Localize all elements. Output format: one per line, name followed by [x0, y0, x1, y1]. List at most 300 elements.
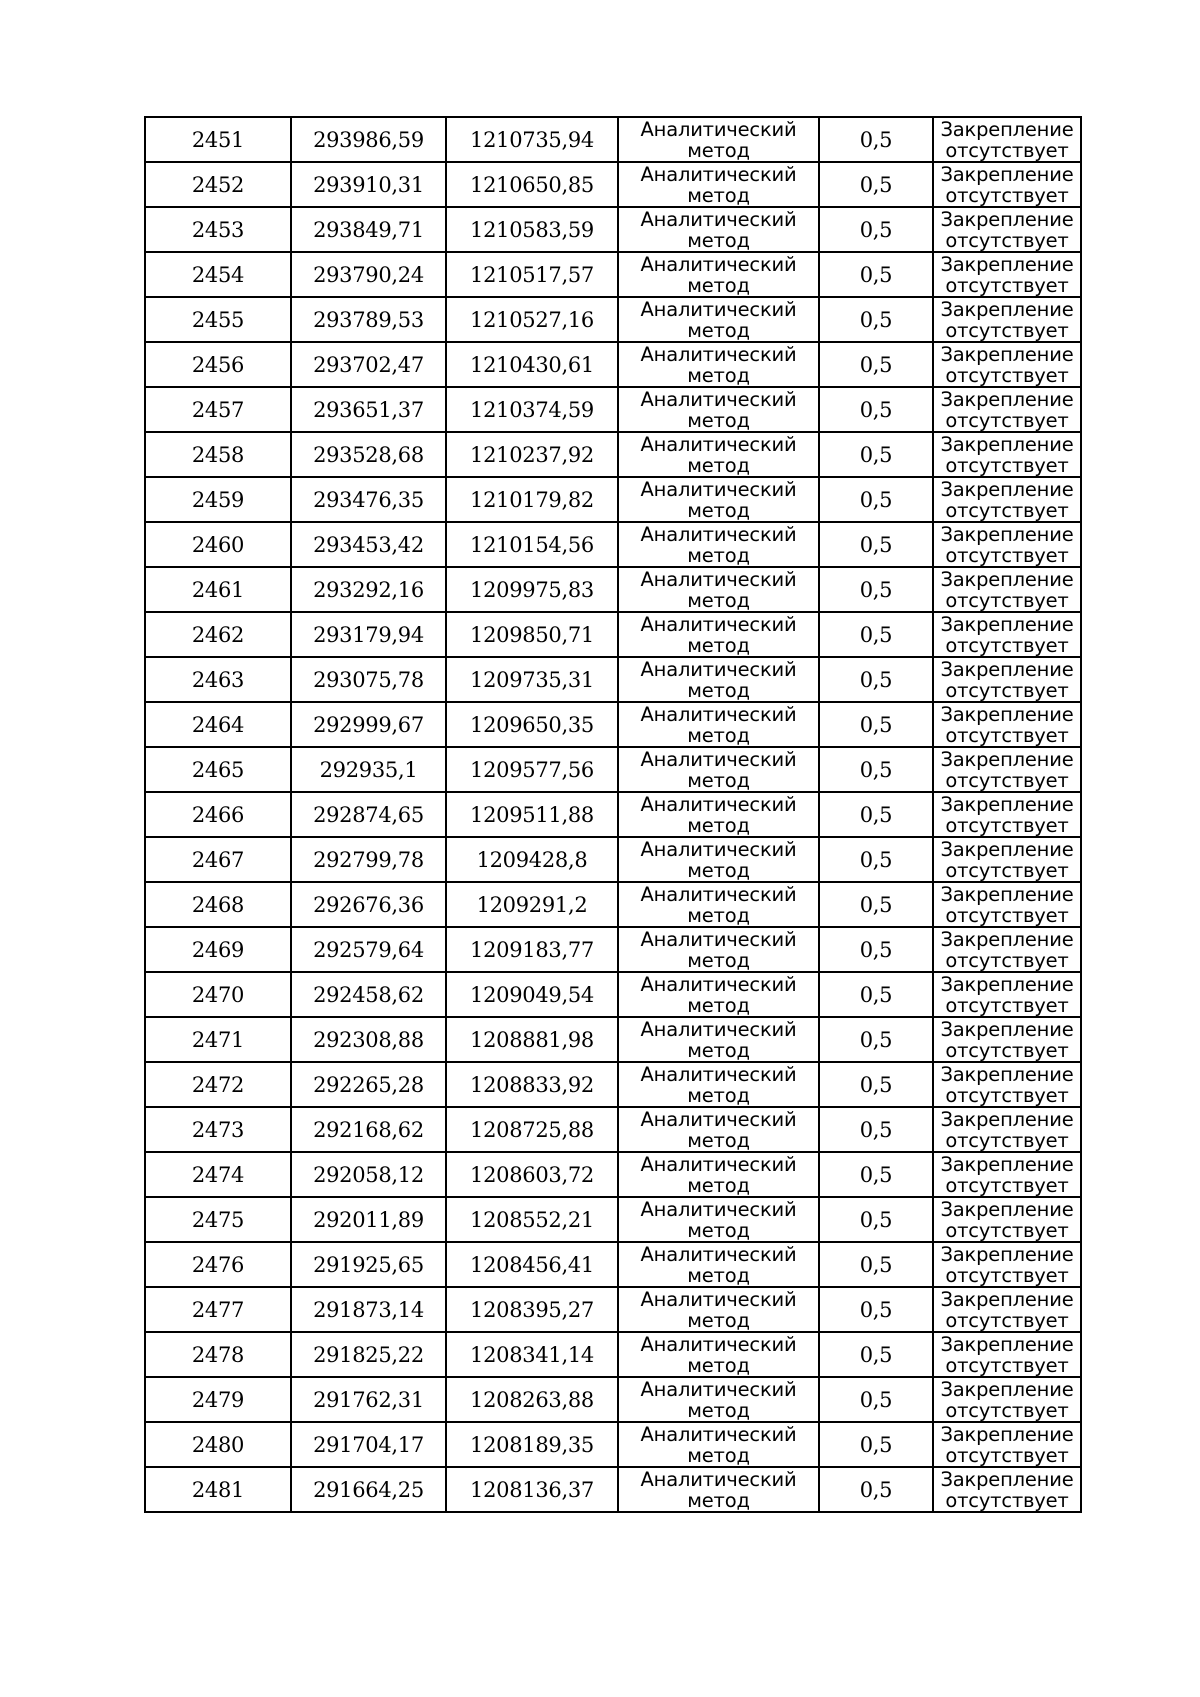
x-coordinate-cell: 292935,1 — [291, 747, 446, 792]
fixing-cell-line: Закрепление — [940, 882, 1074, 906]
point-number-cell: 2478 — [145, 1332, 291, 1377]
error-cell: 0,5 — [819, 1242, 933, 1287]
method-cell-line: Аналитический — [640, 1152, 797, 1176]
method-cell — [618, 1332, 819, 1377]
method-cell-line: метод — [687, 948, 750, 972]
method-cell-line: метод — [687, 588, 750, 612]
method-cell-line: метод — [687, 678, 750, 702]
fixing-cell-line: Закрепление — [940, 252, 1074, 276]
fixing-cell — [933, 387, 1081, 432]
method-cell — [618, 207, 819, 252]
error-cell: 0,5 — [819, 567, 933, 612]
table-row — [145, 522, 1081, 567]
y-coordinate-cell: 1209511,88 — [446, 792, 618, 837]
fixing-cell — [933, 972, 1081, 1017]
method-cell — [618, 792, 819, 837]
y-coordinate-cell: 1208341,14 — [446, 1332, 618, 1377]
y-coordinate-cell: 1209049,54 — [446, 972, 618, 1017]
error-cell: 0,5 — [819, 162, 933, 207]
point-number-cell: 2461 — [145, 567, 291, 612]
y-coordinate-cell: 1209850,71 — [446, 612, 618, 657]
method-cell — [618, 1017, 819, 1062]
method-cell-line: Аналитический — [640, 432, 797, 456]
fixing-cell — [933, 117, 1081, 162]
fixing-cell — [933, 747, 1081, 792]
fixing-cell-line: Закрепление — [940, 162, 1074, 186]
fixing-cell — [933, 1467, 1081, 1512]
error-cell: 0,5 — [819, 792, 933, 837]
point-number-cell: 2463 — [145, 657, 291, 702]
method-cell-line: метод — [687, 498, 750, 522]
x-coordinate-cell: 293849,71 — [291, 207, 446, 252]
fixing-cell-line: отсутствует — [945, 768, 1069, 792]
fixing-cell-line: Закрепление — [940, 1062, 1074, 1086]
x-coordinate-cell: 291925,65 — [291, 1242, 446, 1287]
error-cell: 0,5 — [819, 1152, 933, 1197]
fixing-cell-line: отсутствует — [945, 408, 1069, 432]
error-cell: 0,5 — [819, 342, 933, 387]
fixing-cell-line: отсутствует — [945, 723, 1069, 747]
method-cell-line: Аналитический — [640, 1062, 797, 1086]
fixing-cell-line: отсутствует — [945, 543, 1069, 567]
method-cell — [618, 432, 819, 477]
method-cell-line: Аналитический — [640, 927, 797, 951]
error-cell: 0,5 — [819, 432, 933, 477]
method-cell-line: метод — [687, 273, 750, 297]
fixing-cell — [933, 477, 1081, 522]
error-cell: 0,5 — [819, 1467, 933, 1512]
table-row — [145, 1422, 1081, 1467]
method-cell — [618, 567, 819, 612]
fixing-cell-line: Закрепление — [940, 1107, 1074, 1131]
point-number-cell: 2472 — [145, 1062, 291, 1107]
point-number-cell: 2474 — [145, 1152, 291, 1197]
fixing-cell-line: Закрепление — [940, 567, 1074, 591]
point-number-cell: 2467 — [145, 837, 291, 882]
method-cell — [618, 882, 819, 927]
method-cell-line: Аналитический — [640, 252, 797, 276]
point-number-cell: 2473 — [145, 1107, 291, 1152]
method-cell — [618, 1422, 819, 1467]
fixing-cell — [933, 1107, 1081, 1152]
fixing-cell — [933, 792, 1081, 837]
y-coordinate-cell: 1208263,88 — [446, 1377, 618, 1422]
fixing-cell — [933, 207, 1081, 252]
table-row — [145, 1377, 1081, 1422]
fixing-cell-line: Закрепление — [940, 1467, 1074, 1491]
method-cell-line: Аналитический — [640, 882, 797, 906]
fixing-cell-line: отсутствует — [945, 453, 1069, 477]
method-cell-line: метод — [687, 1443, 750, 1467]
fixing-cell-line: отсутствует — [945, 678, 1069, 702]
method-cell — [618, 522, 819, 567]
method-cell — [618, 342, 819, 387]
method-cell-line: метод — [687, 1038, 750, 1062]
x-coordinate-cell: 293651,37 — [291, 387, 446, 432]
method-cell-line: метод — [687, 633, 750, 657]
fixing-cell-line: Закрепление — [940, 612, 1074, 636]
fixing-cell — [933, 1422, 1081, 1467]
method-cell-line: метод — [687, 1128, 750, 1152]
point-number-cell: 2453 — [145, 207, 291, 252]
point-number-cell: 2462 — [145, 612, 291, 657]
method-cell-line: метод — [687, 543, 750, 567]
y-coordinate-cell: 1210179,82 — [446, 477, 618, 522]
y-coordinate-cell: 1209577,56 — [446, 747, 618, 792]
fixing-cell-line: отсутствует — [945, 948, 1069, 972]
fixing-cell-line: Закрепление — [940, 477, 1074, 501]
fixing-cell-line: Закрепление — [940, 1377, 1074, 1401]
method-cell-line: метод — [687, 363, 750, 387]
point-number-cell: 2451 — [145, 117, 291, 162]
method-cell-line: метод — [687, 1218, 750, 1242]
x-coordinate-cell: 291873,14 — [291, 1287, 446, 1332]
y-coordinate-cell: 1210735,94 — [446, 117, 618, 162]
point-number-cell: 2452 — [145, 162, 291, 207]
method-cell-line: Аналитический — [640, 1017, 797, 1041]
table-row — [145, 927, 1081, 972]
table-row — [145, 387, 1081, 432]
method-cell-line: метод — [687, 1263, 750, 1287]
method-cell-line: метод — [687, 408, 750, 432]
method-cell-line: метод — [687, 1353, 750, 1377]
method-cell-line: метод — [687, 1488, 750, 1512]
x-coordinate-cell: 292168,62 — [291, 1107, 446, 1152]
fixing-cell-line: отсутствует — [945, 1038, 1069, 1062]
fixing-cell-line: отсутствует — [945, 588, 1069, 612]
method-cell-line: метод — [687, 228, 750, 252]
fixing-cell-line: отсутствует — [945, 363, 1069, 387]
point-number-cell: 2468 — [145, 882, 291, 927]
fixing-cell-line: Закрепление — [940, 657, 1074, 681]
x-coordinate-cell: 292676,36 — [291, 882, 446, 927]
fixing-cell — [933, 1152, 1081, 1197]
method-cell-line: Аналитический — [640, 342, 797, 366]
error-cell: 0,5 — [819, 207, 933, 252]
fixing-cell — [933, 1242, 1081, 1287]
y-coordinate-cell: 1210154,56 — [446, 522, 618, 567]
fixing-cell — [933, 162, 1081, 207]
table-row — [145, 252, 1081, 297]
fixing-cell-line: Закрепление — [940, 1197, 1074, 1221]
y-coordinate-cell: 1208395,27 — [446, 1287, 618, 1332]
method-cell — [618, 252, 819, 297]
fixing-cell-line: Закрепление — [940, 1287, 1074, 1311]
method-cell — [618, 612, 819, 657]
table-row — [145, 1062, 1081, 1107]
method-cell-line: метод — [687, 1398, 750, 1422]
fixing-cell-line: Закрепление — [940, 387, 1074, 411]
y-coordinate-cell: 1209975,83 — [446, 567, 618, 612]
x-coordinate-cell: 291762,31 — [291, 1377, 446, 1422]
fixing-cell — [933, 342, 1081, 387]
x-coordinate-cell: 292874,65 — [291, 792, 446, 837]
fixing-cell-line: Закрепление — [940, 1422, 1074, 1446]
fixing-cell-line: отсутствует — [945, 1353, 1069, 1377]
point-number-cell: 2477 — [145, 1287, 291, 1332]
fixing-cell — [933, 1197, 1081, 1242]
fixing-cell-line: отсутствует — [945, 813, 1069, 837]
y-coordinate-cell: 1210583,59 — [446, 207, 618, 252]
x-coordinate-cell: 292999,67 — [291, 702, 446, 747]
fixing-cell — [933, 1062, 1081, 1107]
method-cell — [618, 387, 819, 432]
error-cell: 0,5 — [819, 387, 933, 432]
method-cell-line: Аналитический — [640, 612, 797, 636]
y-coordinate-cell: 1210527,16 — [446, 297, 618, 342]
method-cell-line: Аналитический — [640, 972, 797, 996]
y-coordinate-cell: 1209650,35 — [446, 702, 618, 747]
method-cell-line: Аналитический — [640, 567, 797, 591]
error-cell: 0,5 — [819, 1377, 933, 1422]
error-cell: 0,5 — [819, 1287, 933, 1332]
fixing-cell — [933, 1287, 1081, 1332]
method-cell-line: метод — [687, 1308, 750, 1332]
method-cell-line: метод — [687, 183, 750, 207]
error-cell: 0,5 — [819, 1197, 933, 1242]
method-cell-line: метод — [687, 453, 750, 477]
error-cell: 0,5 — [819, 297, 933, 342]
fixing-cell — [933, 432, 1081, 477]
y-coordinate-cell: 1208725,88 — [446, 1107, 618, 1152]
method-cell-line: Аналитический — [640, 1242, 797, 1266]
table-row — [145, 657, 1081, 702]
table-row — [145, 1107, 1081, 1152]
method-cell-line: Аналитический — [640, 387, 797, 411]
y-coordinate-cell: 1210430,61 — [446, 342, 618, 387]
x-coordinate-cell: 292058,12 — [291, 1152, 446, 1197]
method-cell-line: Аналитический — [640, 702, 797, 726]
table-row — [145, 162, 1081, 207]
point-number-cell: 2457 — [145, 387, 291, 432]
table-row — [145, 1152, 1081, 1197]
fixing-cell — [933, 612, 1081, 657]
method-cell — [618, 162, 819, 207]
fixing-cell-line: отсутствует — [945, 633, 1069, 657]
fixing-cell-line: отсутствует — [945, 138, 1069, 162]
fixing-cell-line: отсутствует — [945, 1263, 1069, 1287]
table-row — [145, 1197, 1081, 1242]
method-cell — [618, 1287, 819, 1332]
y-coordinate-cell: 1209183,77 — [446, 927, 618, 972]
method-cell-line: метод — [687, 858, 750, 882]
table-row — [145, 792, 1081, 837]
y-coordinate-cell: 1210237,92 — [446, 432, 618, 477]
x-coordinate-cell: 291825,22 — [291, 1332, 446, 1377]
method-cell-line: Аналитический — [640, 1107, 797, 1131]
error-cell: 0,5 — [819, 1422, 933, 1467]
x-coordinate-cell: 293292,16 — [291, 567, 446, 612]
fixing-cell — [933, 837, 1081, 882]
point-number-cell: 2470 — [145, 972, 291, 1017]
table-row — [145, 837, 1081, 882]
method-cell-line: Аналитический — [640, 117, 797, 141]
fixing-cell — [933, 297, 1081, 342]
y-coordinate-cell: 1209291,2 — [446, 882, 618, 927]
method-cell — [618, 972, 819, 1017]
method-cell — [618, 1377, 819, 1422]
fixing-cell — [933, 927, 1081, 972]
x-coordinate-cell: 293075,78 — [291, 657, 446, 702]
fixing-cell-line: отсутствует — [945, 1308, 1069, 1332]
point-number-cell: 2465 — [145, 747, 291, 792]
fixing-cell — [933, 702, 1081, 747]
method-cell-line: метод — [687, 318, 750, 342]
fixing-cell-line: Закрепление — [940, 522, 1074, 546]
x-coordinate-cell: 292011,89 — [291, 1197, 446, 1242]
y-coordinate-cell: 1208189,35 — [446, 1422, 618, 1467]
fixing-cell-line: отсутствует — [945, 903, 1069, 927]
method-cell-line: Аналитический — [640, 837, 797, 861]
fixing-cell-line: отсутствует — [945, 1488, 1069, 1512]
fixing-cell-line: отсутствует — [945, 273, 1069, 297]
point-number-cell: 2471 — [145, 1017, 291, 1062]
method-cell — [618, 1467, 819, 1512]
fixing-cell-line: отсутствует — [945, 858, 1069, 882]
point-number-cell: 2469 — [145, 927, 291, 972]
error-cell: 0,5 — [819, 972, 933, 1017]
table-row — [145, 1287, 1081, 1332]
method-cell — [618, 1152, 819, 1197]
x-coordinate-cell: 293476,35 — [291, 477, 446, 522]
table-row — [145, 567, 1081, 612]
fixing-cell-line: отсутствует — [945, 1398, 1069, 1422]
error-cell: 0,5 — [819, 927, 933, 972]
error-cell: 0,5 — [819, 657, 933, 702]
x-coordinate-cell: 293789,53 — [291, 297, 446, 342]
fixing-cell — [933, 657, 1081, 702]
x-coordinate-cell: 293986,59 — [291, 117, 446, 162]
x-coordinate-cell: 292799,78 — [291, 837, 446, 882]
table-row — [145, 477, 1081, 522]
x-coordinate-cell: 292308,88 — [291, 1017, 446, 1062]
error-cell: 0,5 — [819, 117, 933, 162]
fixing-cell-line: отсутствует — [945, 498, 1069, 522]
method-cell-line: Аналитический — [640, 1287, 797, 1311]
table-row — [145, 1017, 1081, 1062]
point-number-cell: 2455 — [145, 297, 291, 342]
fixing-cell-line: Закрепление — [940, 297, 1074, 321]
x-coordinate-cell: 292265,28 — [291, 1062, 446, 1107]
method-cell — [618, 1242, 819, 1287]
error-cell: 0,5 — [819, 1062, 933, 1107]
fixing-cell — [933, 882, 1081, 927]
fixing-cell-line: отсутствует — [945, 1443, 1069, 1467]
error-cell: 0,5 — [819, 477, 933, 522]
method-cell — [618, 297, 819, 342]
table-row — [145, 612, 1081, 657]
table-row — [145, 1332, 1081, 1377]
method-cell-line: Аналитический — [640, 1197, 797, 1221]
method-cell-line: Аналитический — [640, 1332, 797, 1356]
error-cell: 0,5 — [819, 837, 933, 882]
error-cell: 0,5 — [819, 747, 933, 792]
fixing-cell-line: Закрепление — [940, 207, 1074, 231]
fixing-cell-line: отсутствует — [945, 1083, 1069, 1107]
y-coordinate-cell: 1210374,59 — [446, 387, 618, 432]
fixing-cell-line: отсутствует — [945, 1173, 1069, 1197]
fixing-cell — [933, 1377, 1081, 1422]
error-cell: 0,5 — [819, 1017, 933, 1062]
method-cell — [618, 657, 819, 702]
method-cell-line: метод — [687, 813, 750, 837]
method-cell — [618, 1197, 819, 1242]
table-row — [145, 207, 1081, 252]
point-number-cell: 2464 — [145, 702, 291, 747]
method-cell-line: Аналитический — [640, 1467, 797, 1491]
method-cell-line: Аналитический — [640, 1422, 797, 1446]
point-number-cell: 2480 — [145, 1422, 291, 1467]
fixing-cell-line: Закрепление — [940, 1017, 1074, 1041]
fixing-cell-line: отсутствует — [945, 318, 1069, 342]
method-cell — [618, 117, 819, 162]
error-cell: 0,5 — [819, 1332, 933, 1377]
fixing-cell — [933, 252, 1081, 297]
point-number-cell: 2456 — [145, 342, 291, 387]
method-cell-line: метод — [687, 723, 750, 747]
fixing-cell-line: Закрепление — [940, 1332, 1074, 1356]
method-cell-line: метод — [687, 993, 750, 1017]
x-coordinate-cell: 293453,42 — [291, 522, 446, 567]
method-cell-line: Аналитический — [640, 522, 797, 546]
method-cell-line: Аналитический — [640, 477, 797, 501]
point-number-cell: 2460 — [145, 522, 291, 567]
error-cell: 0,5 — [819, 882, 933, 927]
method-cell-line: метод — [687, 1173, 750, 1197]
x-coordinate-cell: 292458,62 — [291, 972, 446, 1017]
method-cell — [618, 747, 819, 792]
x-coordinate-cell: 291704,17 — [291, 1422, 446, 1467]
point-number-cell: 2481 — [145, 1467, 291, 1512]
fixing-cell-line: Закрепление — [940, 702, 1074, 726]
table-row — [145, 702, 1081, 747]
point-number-cell: 2476 — [145, 1242, 291, 1287]
fixing-cell-line: Закрепление — [940, 1152, 1074, 1176]
x-coordinate-cell: 293179,94 — [291, 612, 446, 657]
method-cell — [618, 837, 819, 882]
error-cell: 0,5 — [819, 1107, 933, 1152]
method-cell — [618, 927, 819, 972]
table-row — [145, 882, 1081, 927]
y-coordinate-cell: 1208552,21 — [446, 1197, 618, 1242]
table-row — [145, 747, 1081, 792]
table-row — [145, 117, 1081, 162]
x-coordinate-cell: 293528,68 — [291, 432, 446, 477]
table-row — [145, 1242, 1081, 1287]
y-coordinate-cell: 1208881,98 — [446, 1017, 618, 1062]
method-cell-line: метод — [687, 903, 750, 927]
method-cell-line: метод — [687, 138, 750, 162]
y-coordinate-cell: 1208136,37 — [446, 1467, 618, 1512]
fixing-cell-line: Закрепление — [940, 927, 1074, 951]
table-row — [145, 432, 1081, 477]
fixing-cell-line: отсутствует — [945, 1218, 1069, 1242]
method-cell — [618, 1107, 819, 1152]
table-row — [145, 297, 1081, 342]
y-coordinate-cell: 1208833,92 — [446, 1062, 618, 1107]
fixing-cell — [933, 522, 1081, 567]
point-number-cell: 2475 — [145, 1197, 291, 1242]
y-coordinate-cell: 1208603,72 — [446, 1152, 618, 1197]
method-cell-line: Аналитический — [640, 657, 797, 681]
table-row — [145, 342, 1081, 387]
point-number-cell: 2458 — [145, 432, 291, 477]
point-number-cell: 2459 — [145, 477, 291, 522]
table-row — [145, 1467, 1081, 1512]
fixing-cell-line: Закрепление — [940, 342, 1074, 366]
fixing-cell-line: Закрепление — [940, 432, 1074, 456]
method-cell-line: Аналитический — [640, 792, 797, 816]
